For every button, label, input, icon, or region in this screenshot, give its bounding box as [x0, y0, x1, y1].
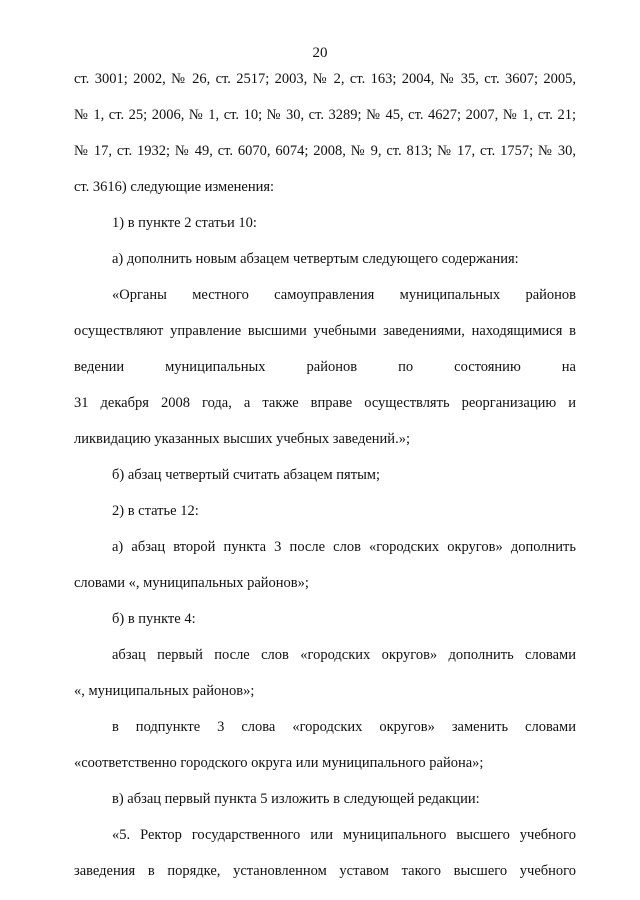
- text-line: «5. Ректор государственного или муниципального высшего учебного: [112, 827, 576, 843]
- text-line: № 1, ст. 25; 2006, № 1, ст. 10; № 30, ст. 3289; № 45, ст. 4627; 2007, № 1, ст. 21;: [74, 107, 576, 123]
- text-line: ст. 3001; 2002, № 26, ст. 2517; 2003, № 2, ст. 163; 2004, № 35, ст. 3607; 2005,: [74, 71, 576, 87]
- text-line: 1) в пункте 2 статьи 10:: [112, 215, 257, 231]
- text-line: в подпункте 3 слова «городских округов» заменить словами: [112, 719, 576, 735]
- text-line: «соответственно городского округа или муниципального района»;: [74, 755, 484, 771]
- text-line: а) дополнить новым абзацем четвертым следующего содержания:: [112, 251, 519, 267]
- text-line: ликвидацию указанных высших учебных заведений.»;: [74, 431, 410, 447]
- text-line: «Органы местного самоуправления муниципальных районов: [112, 287, 576, 303]
- text-line: № 17, ст. 1932; № 49, ст. 6070, 6074; 2008, № 9, ст. 813; № 17, ст. 1757; № 30,: [74, 143, 576, 159]
- text-line: 31 декабря 2008 года, а также вправе осуществлять реорганизацию и: [74, 395, 576, 411]
- text-line: ст. 3616) следующие изменения:: [74, 179, 275, 195]
- text-line: б) в пункте 4:: [112, 611, 196, 627]
- page-number: 20: [312, 45, 328, 61]
- text-line: осуществляют управление высшими учебными заведениями, находящимися в: [74, 323, 576, 339]
- text-line: словами «, муниципальных районов»;: [74, 575, 309, 591]
- text-line: абзац первый после слов «городских округов» дополнить словами: [112, 647, 576, 663]
- text-line: б) абзац четвертый считать абзацем пятым;: [112, 467, 381, 483]
- text-line: 2) в статье 12:: [112, 503, 199, 519]
- text-line: заведения в порядке, установленном уставом такого высшего учебного: [74, 863, 576, 879]
- text-line: а) абзац второй пункта 3 после слов «городских округов» дополнить: [112, 539, 576, 555]
- text-line: ведении муниципальных районов по состоянию на: [74, 359, 576, 375]
- document-body: [74, 68, 576, 896]
- text-line: «, муниципальных районов»;: [74, 683, 255, 699]
- text-line: в) абзац первый пункта 5 изложить в следующей редакции:: [112, 791, 480, 807]
